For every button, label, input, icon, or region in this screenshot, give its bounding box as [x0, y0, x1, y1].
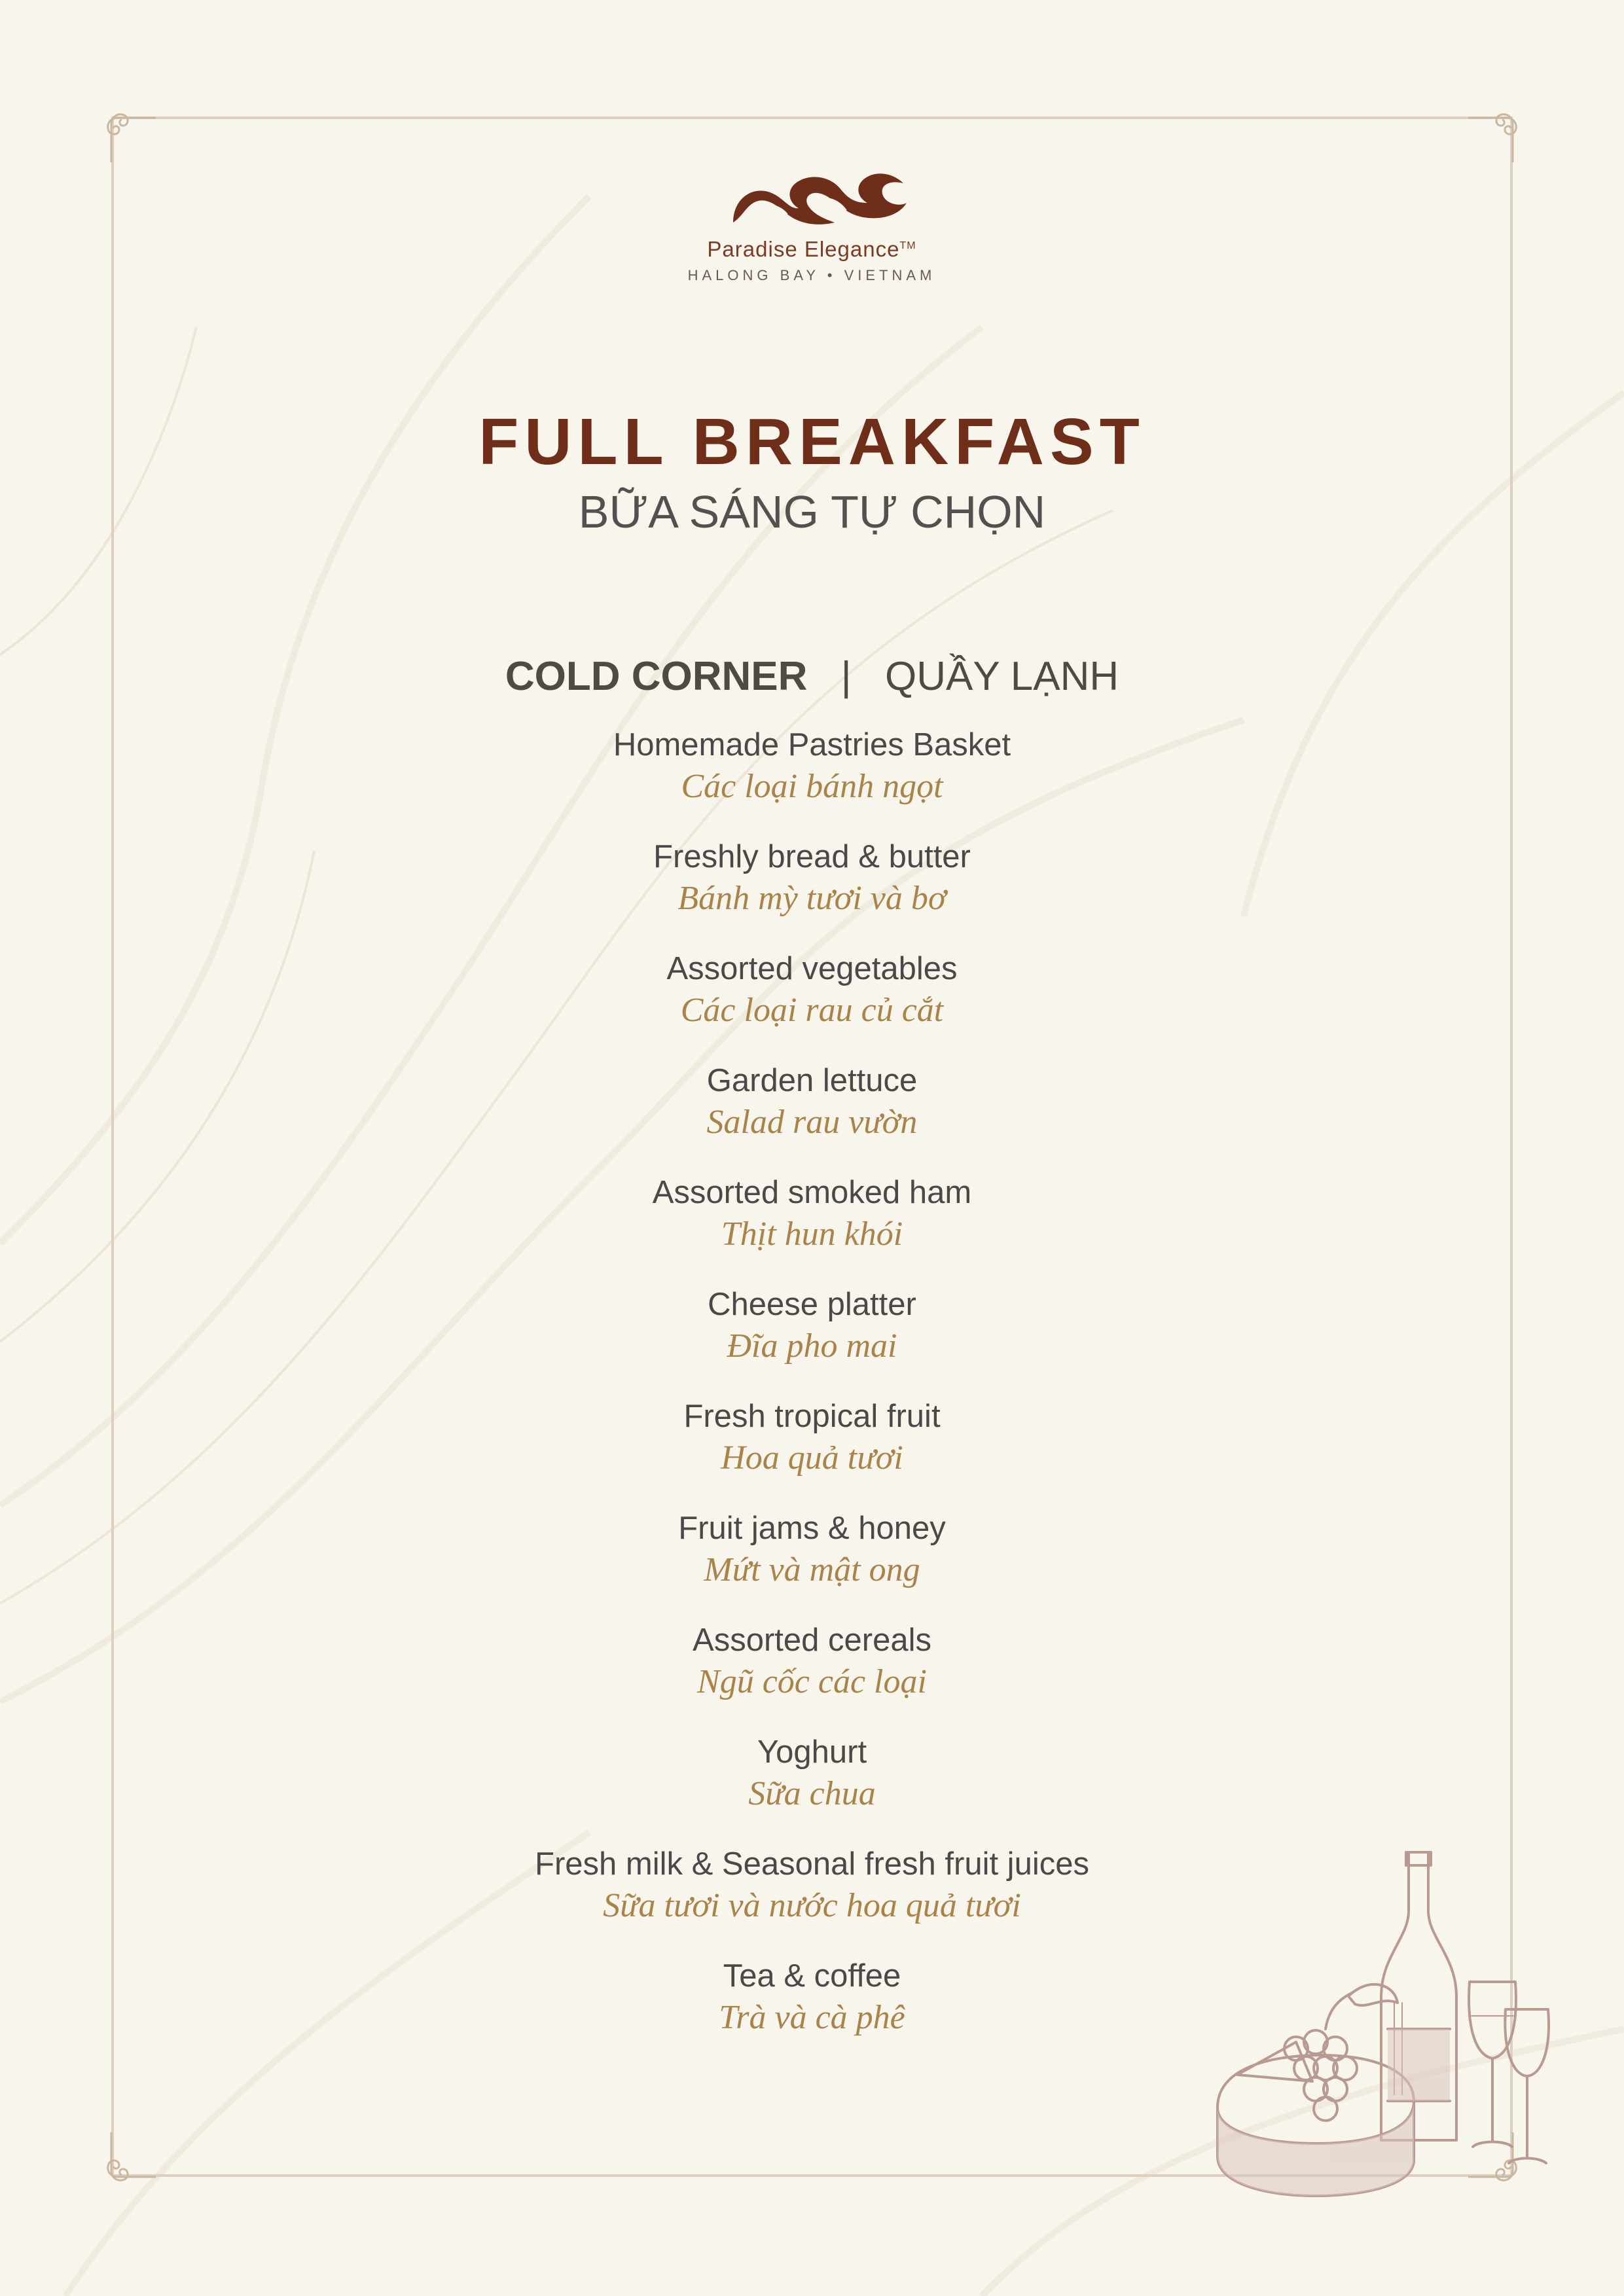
wine-cheese-grapes-illustration	[1198, 1833, 1571, 2199]
scroll-ornament-icon	[98, 2131, 157, 2190]
brand-location: HALONG BAY • VIETNAM	[687, 267, 936, 283]
menu-item	[0, 1619, 1624, 1731]
menu-item	[0, 836, 1624, 948]
menu-item	[0, 1060, 1624, 1172]
menu-item-en: Assorted vegetables	[666, 951, 958, 986]
menu-item-en: Fresh tropical fruit	[683, 1399, 941, 1434]
page-subtitle: BỮA SÁNG TỰ CHỌN	[578, 486, 1046, 537]
menu-item-vi: Mứt và mật ong	[704, 1551, 920, 1588]
menu-item	[0, 948, 1624, 1060]
menu-item-en: Tea & coffee	[723, 1958, 901, 1994]
menu-item-vi: Sữa chua	[748, 1775, 876, 1812]
menu-item-vi: Sữa tươi và nước hoa quả tươi	[603, 1887, 1021, 1924]
menu-item-vi: Đĩa pho mai	[727, 1327, 897, 1365]
wave-logo-icon	[720, 157, 910, 236]
menu-item-en: Garden lettuce	[706, 1063, 918, 1098]
menu-item-en: Fresh milk & Seasonal fresh fruit juices	[535, 1846, 1089, 1882]
section-title-en: COLD CORNER	[505, 654, 808, 699]
menu-item	[0, 1507, 1624, 1619]
scroll-ornament-icon	[98, 105, 157, 164]
menu-item	[0, 1283, 1624, 1395]
scroll-ornament-icon	[1467, 105, 1526, 164]
menu-item	[0, 1731, 1624, 1843]
section-title-vi: QUẦY LẠNH	[884, 654, 1119, 699]
menu-item-en: Assorted smoked ham	[652, 1175, 972, 1210]
menu-item-vi: Hoa quả tươi	[721, 1439, 903, 1477]
menu-item-vi: Trà và cà phê	[719, 1999, 905, 2036]
menu-item-vi: Thịt hun khói	[721, 1215, 903, 1253]
menu-item-vi: Salad rau vườn	[706, 1103, 918, 1141]
menu-item-en: Cheese platter	[708, 1287, 916, 1322]
menu-item-en: Fruit jams & honey	[678, 1511, 946, 1546]
menu-item	[0, 724, 1624, 836]
menu-item-vi: Bánh mỳ tươi và bơ	[677, 880, 947, 917]
menu-item	[0, 1395, 1624, 1507]
brand-name: Paradise Elegance™	[707, 237, 916, 261]
menu-item-en: Yoghurt	[757, 1734, 867, 1770]
menu-item-en: Freshly bread & butter	[653, 839, 971, 874]
menu-item-en: Homemade Pastries Basket	[613, 727, 1011, 762]
menu-item-en: Assorted cereals	[693, 1623, 931, 1658]
section-heading	[0, 653, 1624, 700]
menu-item-vi: Các loại bánh ngọt	[681, 768, 943, 805]
section-separator: |	[840, 654, 852, 699]
menu-item-vi: Các loại rau củ cắt	[680, 992, 944, 1029]
page-title: FULL BREAKFAST	[478, 405, 1146, 478]
menu-item	[0, 1172, 1624, 1283]
menu-item-vi: Ngũ cốc các loại	[697, 1663, 927, 1700]
